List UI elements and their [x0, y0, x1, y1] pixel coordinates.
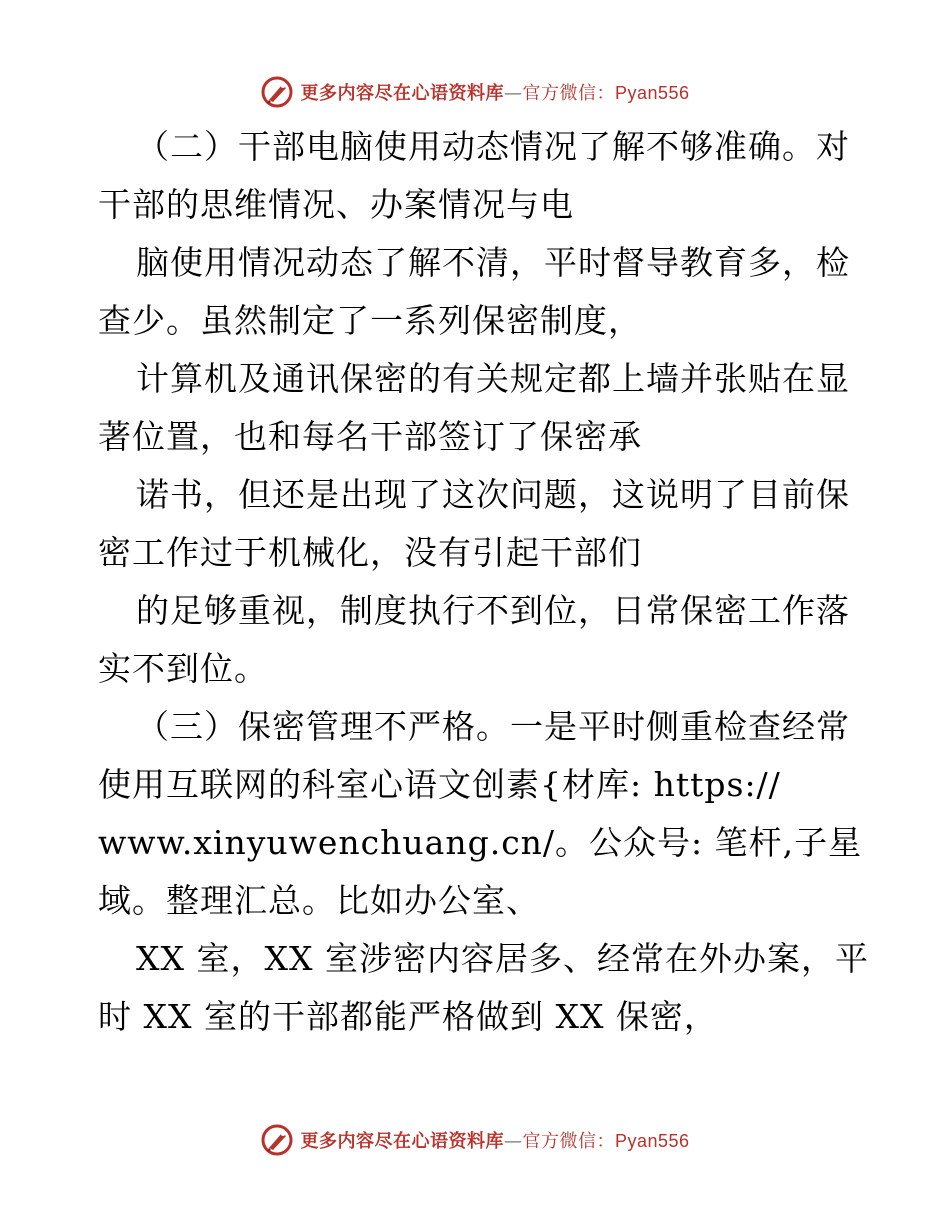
pen-logo-icon	[260, 75, 294, 109]
pen-logo-icon	[260, 1123, 294, 1157]
header-banner	[0, 72, 950, 112]
text-line: XX 室，XX 室涉密内容居多、经常在外办案，平	[136, 939, 869, 978]
text-line: 的足够重视，制度执行不到位，日常保密工作落	[136, 591, 850, 630]
text-line: 查少。虽然制定了一系列保密制度，	[98, 301, 642, 340]
banner-dash: —	[503, 1131, 523, 1152]
banner-label: 官方微信：	[522, 1131, 615, 1152]
text-line: 时 XX 室的干部都能严格做到 XX 保密，	[98, 997, 718, 1036]
text-line: 诺书，但还是出现了这次问题，这说明了目前保	[136, 475, 850, 514]
banner-wechat-id: Pyan556	[614, 1131, 690, 1151]
text-line: 计算机及通讯保密的有关规定都上墙并张贴在显	[136, 359, 850, 398]
text-line: www.xinyuwenchuang.cn/。公众号: 笔杆,子星	[98, 823, 863, 862]
text-line: 域。整理汇总。比如办公室、	[98, 881, 540, 920]
banner-dash: —	[503, 83, 523, 104]
text-line: 实不到位。	[98, 649, 268, 688]
text-line: 脑使用情况动态了解不清，平时督导教育多，检	[136, 243, 850, 282]
text-line: 著位置，也和每名干部签订了保密承	[98, 417, 642, 456]
text-line: 密工作过于机械化，没有引起干部们	[98, 533, 642, 572]
banner-text	[300, 79, 689, 105]
text-line: （二）干部电脑使用动态情况了解不够准确。对	[136, 127, 850, 166]
banner-main: 更多内容尽在心语资料库	[300, 1131, 504, 1152]
text-line: 干部的思维情况、办案情况与电	[98, 185, 574, 224]
footer-banner	[0, 1120, 950, 1160]
banner-text	[300, 1127, 689, 1153]
banner-label: 官方微信：	[522, 83, 615, 104]
document-body	[98, 118, 869, 1046]
banner-main: 更多内容尽在心语资料库	[300, 83, 504, 104]
text-line: （三）保密管理不严格。一是平时侧重检查经常	[136, 707, 850, 746]
text-line: 使用互联网的科室心语文创素{材库: https://	[98, 765, 781, 804]
banner-wechat-id: Pyan556	[614, 83, 690, 103]
